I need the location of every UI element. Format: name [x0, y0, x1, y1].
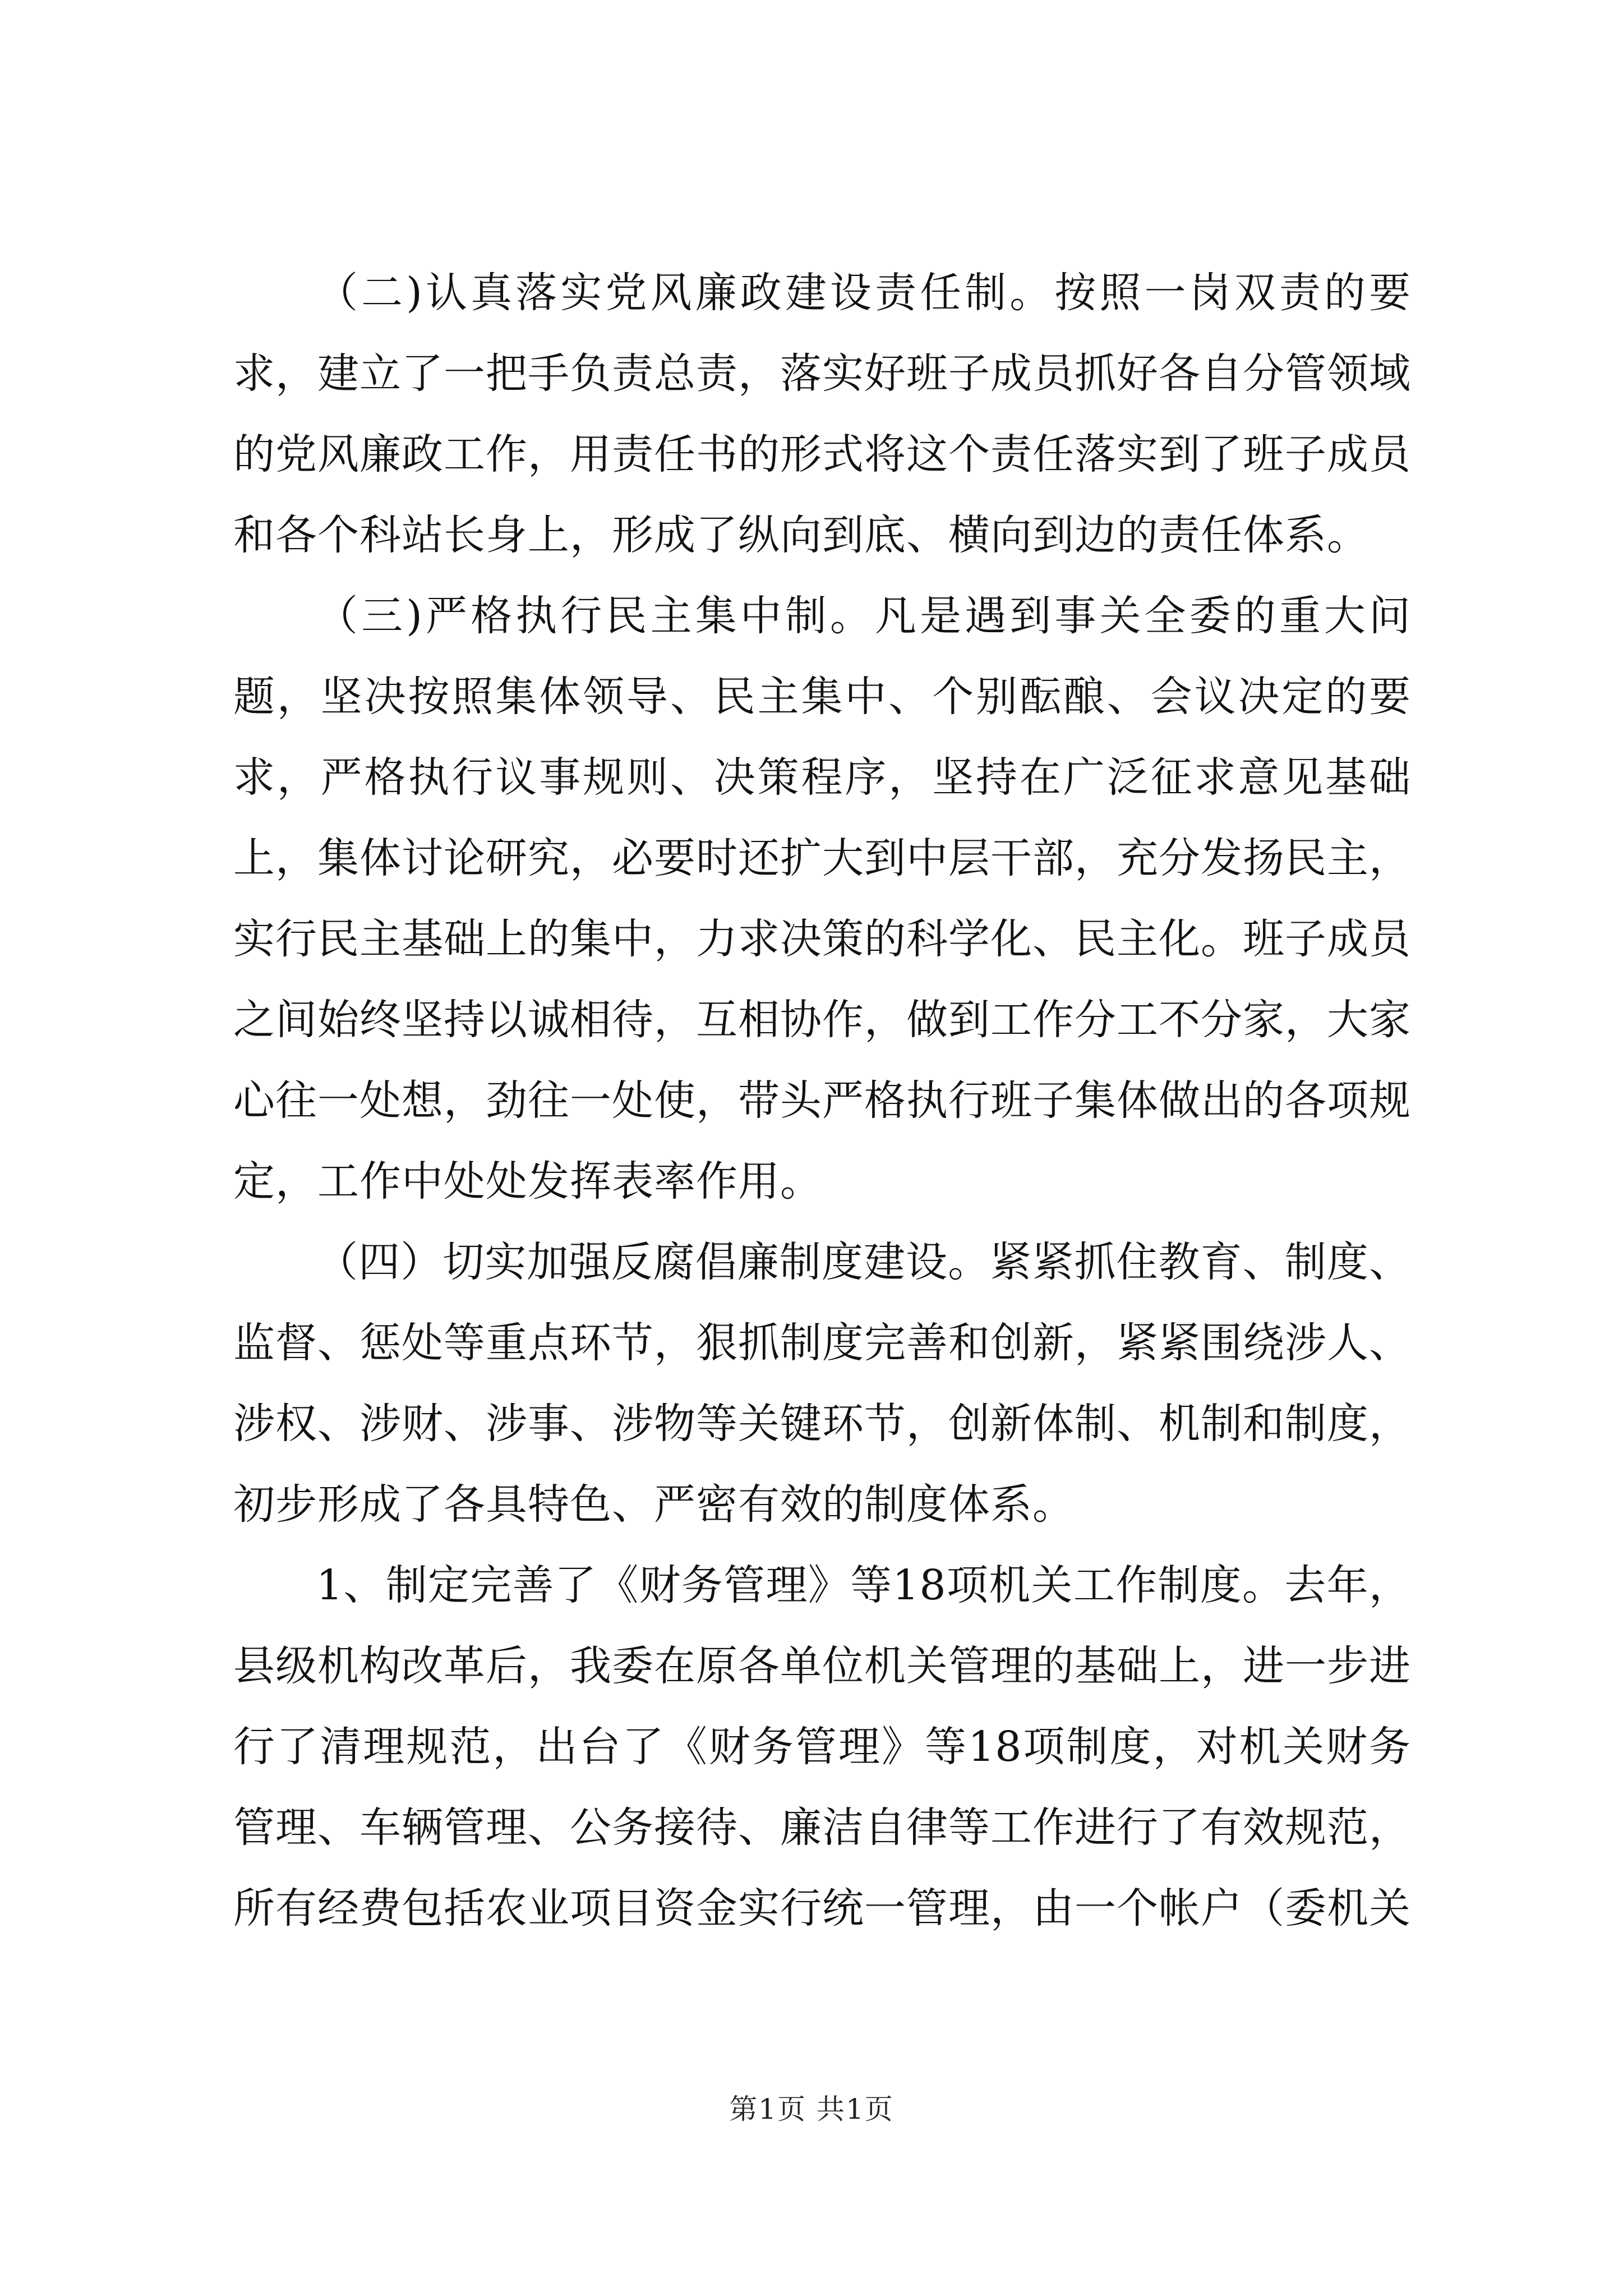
- paragraph-responsibility-system: （二)认真落实党风廉政建设责任制。按照一岗双责的要求，建立了一把手负责总责，落实好班子成员抓好各自分管领域的党风廉政工作，用责任书的形式将这个责任落实到了班子成员和各个科站长身上，形成了纵向到底、横向到边的责任体系。: [233, 269, 1411, 559]
- paragraph-anti-corruption-system: （四）切实加强反腐倡廉制度建设。紧紧抓住教育、制度、监督、惩处等重点环节，狠抓制度完善和创新，紧紧围绕涉人、涉权、涉财、涉事、涉物等关键环节，创新体制、机制和制度，初步形成了各具特色、严密有效的制度体系。: [233, 1238, 1411, 1529]
- paragraph-democratic-centralism: （三)严格执行民主集中制。凡是遇到事关全委的重大问题，坚决按照集体领导、民主集中、个别酝酿、会议决定的要求，严格执行议事规则、决策程序，坚持在广泛征求意见基础上，集体讨论研究，必要时还扩大到中层干部，充分发扬民主，实行民主基础上的集中，力求决策的科学化、民主化。班子成员之间始终坚持以诚相待，互相协作，做到工作分工不分家，大家心往一处想，劲往一处使，带头严格执行班子集体做出的各项规定，工作中处处发挥表率作用。: [233, 592, 1411, 1205]
- paragraph-financial-management: 1、制定完善了《财务管理》等18项机关工作制度。去年，县级机构改革后，我委在原各单位机关管理的基础上，进一步进行了清理规范，出台了《财务管理》等18项制度，对机关财务管理、车辆管理、公务接待、廉洁自律等工作进行了有效规范，所有经费包括农业项目资金实行统一管理，由一个帐户（委机关: [233, 1561, 1411, 1932]
- document-body: [233, 252, 1411, 1949]
- page-footer: 第1页 共1页: [729, 2093, 894, 2125]
